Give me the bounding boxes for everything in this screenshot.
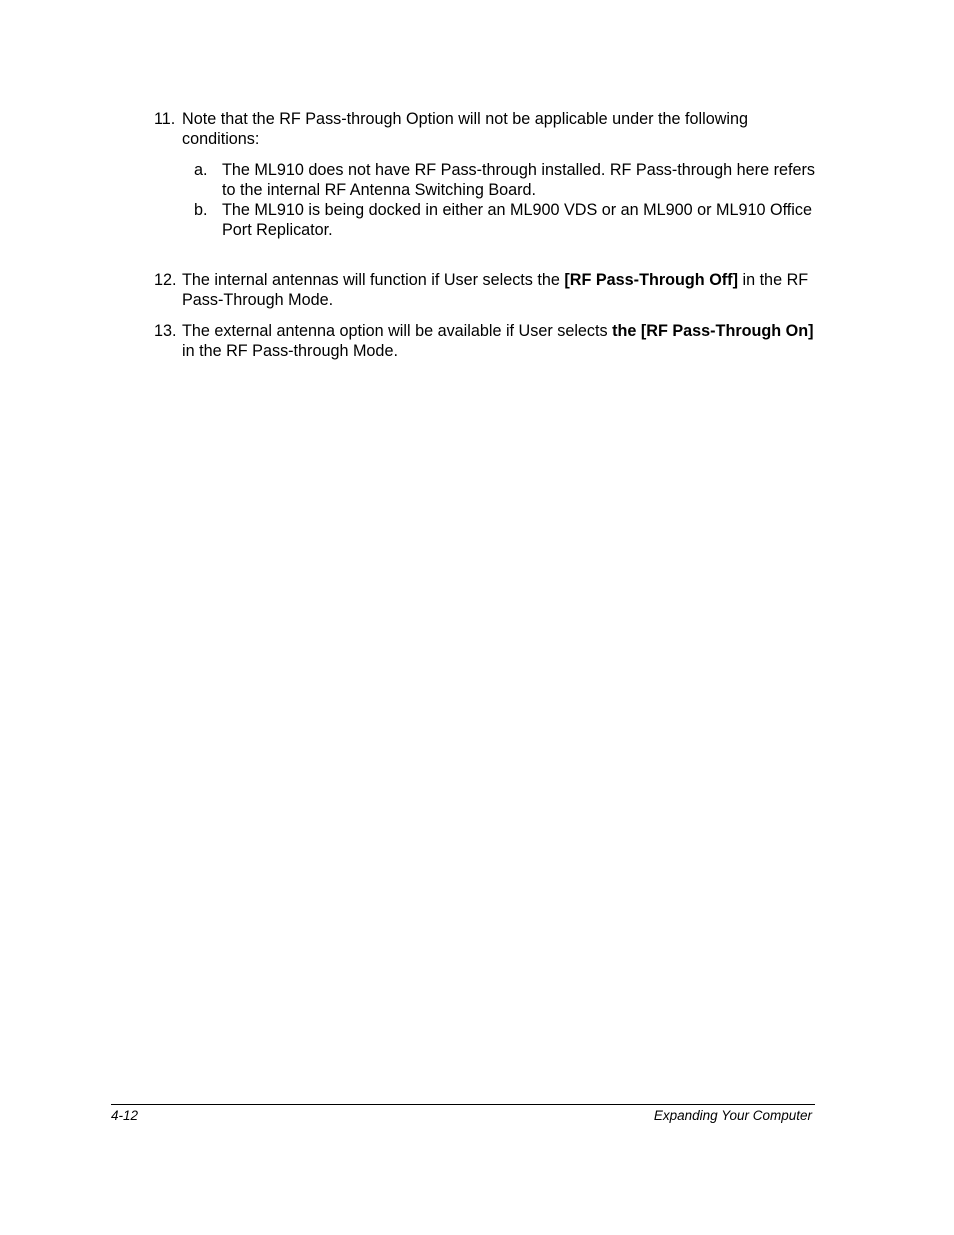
list-item-number: 13. [154, 322, 177, 340]
footer-chapter-title: Expanding Your Computer [653, 1108, 812, 1123]
list-item-number: 11. [154, 110, 176, 128]
list-item-text [182, 321, 816, 361]
list-item-number: 12. [154, 271, 177, 289]
sub-item-text: The ML910 does not have RF Pass-through installed. RF Pass-through here refers to the internal RF Antenna Switching Board. [222, 161, 815, 199]
text-run: The external antenna option will be available if User selects [182, 322, 613, 340]
list-item-text: Note that the RF Pass-through Option will not be applicable under the following conditions: [182, 110, 748, 148]
bold-option-label: the [RF Pass-Through On] [612, 322, 814, 340]
list-item-text [182, 270, 816, 310]
footer-page-number: 4-12 [111, 1108, 139, 1123]
sub-item-a [194, 160, 816, 200]
text-run: in the RF Pass-Through Mode. [182, 271, 809, 309]
footer-divider [111, 1104, 815, 1105]
list-item-13 [154, 321, 816, 361]
sub-item-letter: a. [194, 161, 208, 179]
sub-item-b [194, 200, 816, 240]
bold-option-label: [RF Pass-Through Off] [564, 271, 738, 289]
sub-item-letter: b. [194, 201, 208, 219]
list-item-12 [154, 270, 816, 310]
sub-item-text: The ML910 is being docked in either an ML900 VDS or an ML900 or ML910 Office Port Replicator. [222, 201, 812, 239]
text-run: in the RF Pass-through Mode. [182, 342, 398, 360]
text-run: The internal antennas will function if User selects the [182, 271, 565, 289]
list-item-11 [154, 109, 816, 149]
